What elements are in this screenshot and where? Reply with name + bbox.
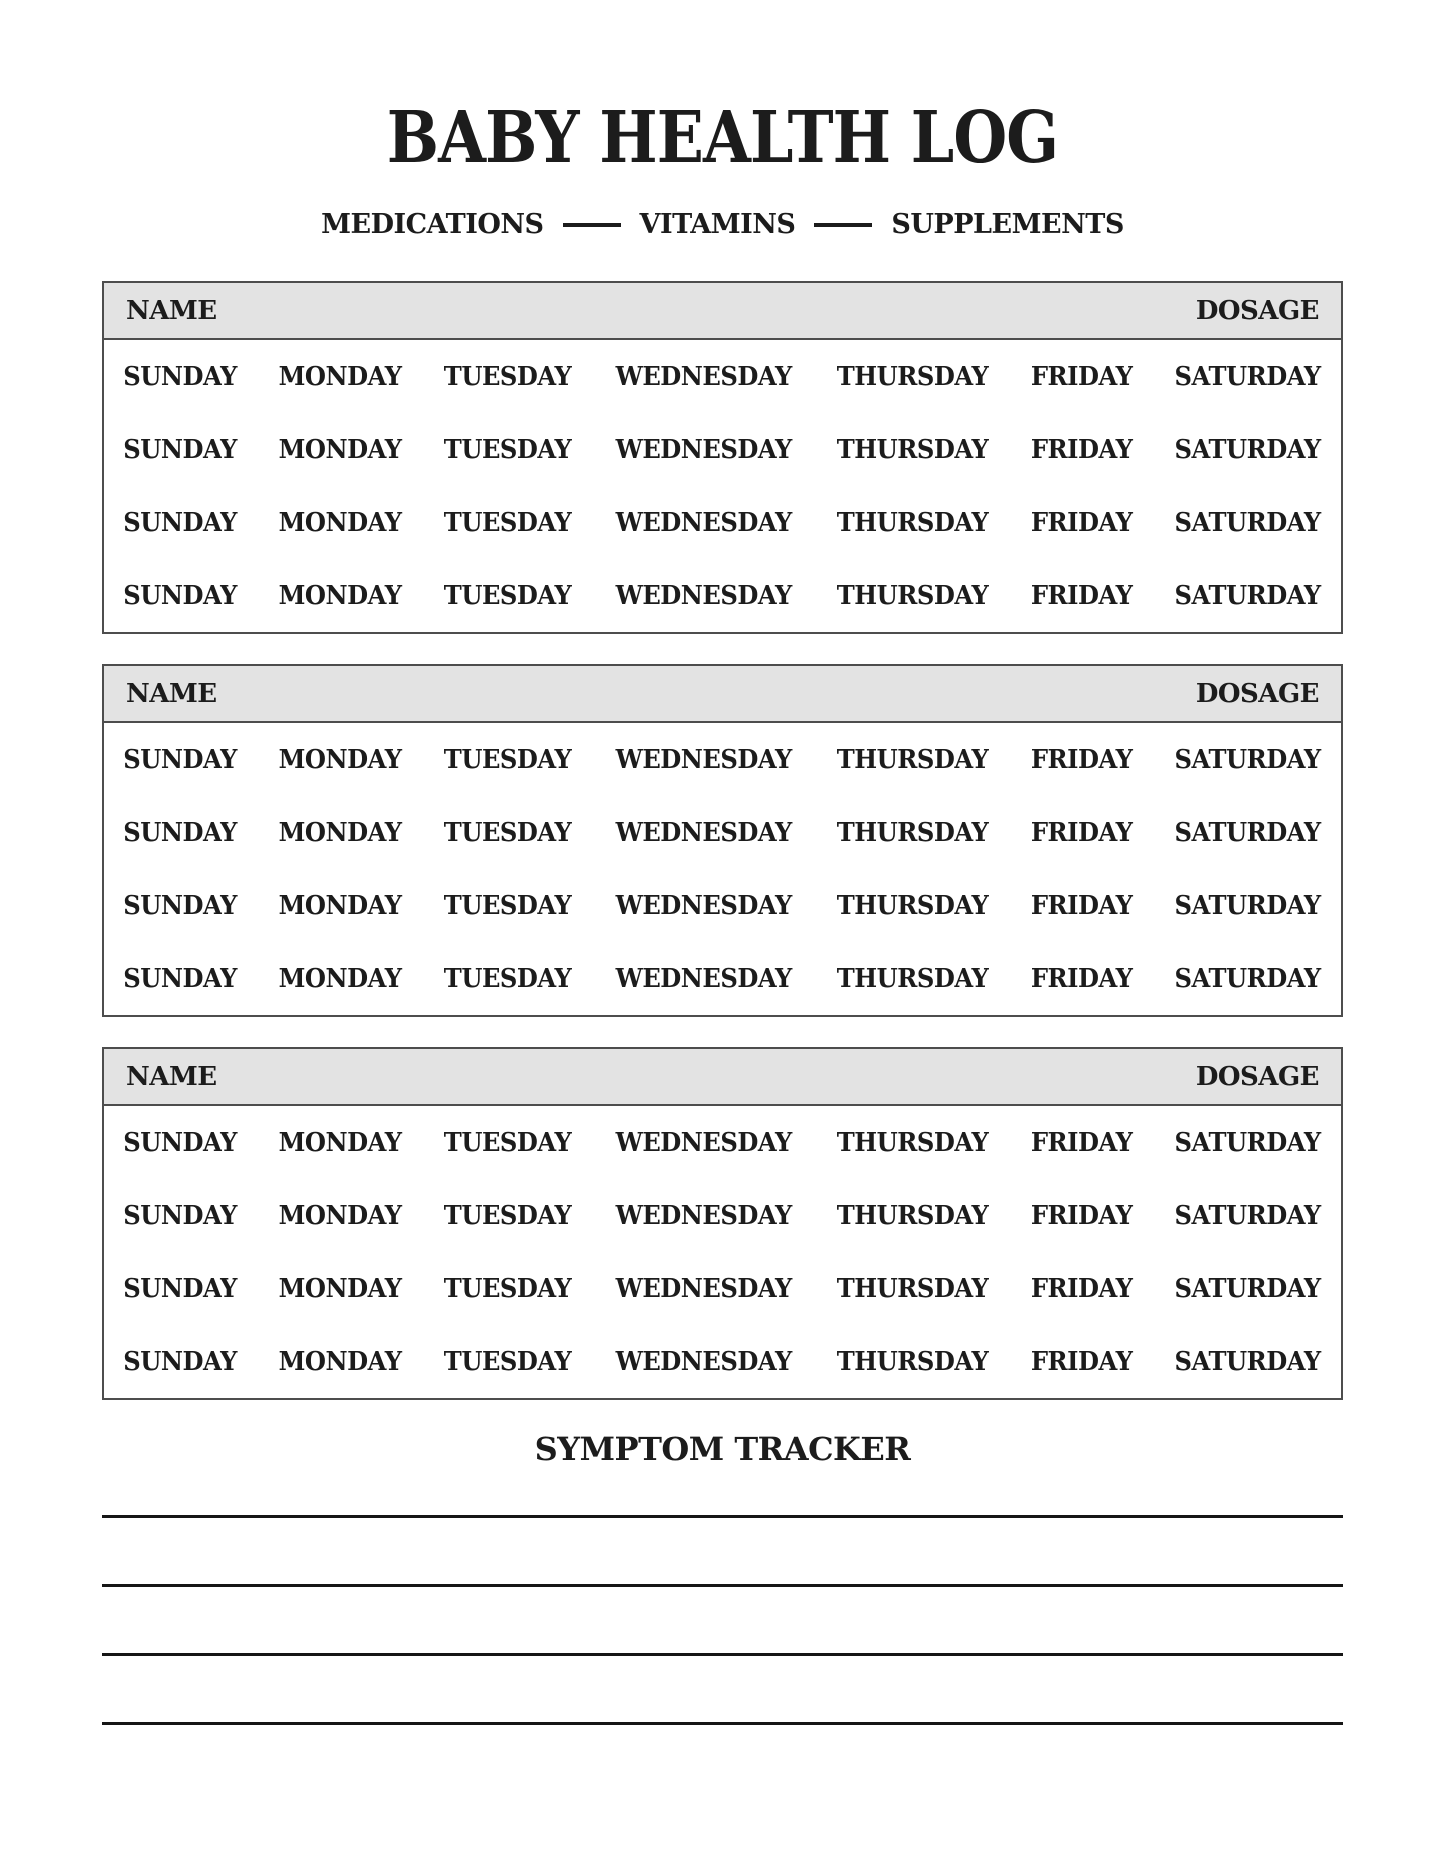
day-label: SATURDAY <box>1174 434 1321 465</box>
day-label: MONDAY <box>278 507 402 538</box>
day-label: TUESDAY <box>443 1273 572 1304</box>
day-label: SATURDAY <box>1174 1273 1321 1304</box>
day-label: THURSDAY <box>836 434 989 465</box>
dosage-label: DOSAGE <box>1195 1061 1319 1092</box>
table-1-header <box>104 283 1341 340</box>
dash-separator <box>563 223 621 227</box>
day-label: WEDNESDAY <box>615 580 792 611</box>
day-row <box>104 796 1341 869</box>
day-label: SATURDAY <box>1174 507 1321 538</box>
day-label: SUNDAY <box>123 963 237 994</box>
day-row <box>104 486 1341 559</box>
subtitle-item-supplements: SUPPLEMENTS <box>891 209 1124 240</box>
day-label: SATURDAY <box>1174 963 1321 994</box>
day-label: TUESDAY <box>443 890 572 921</box>
name-label: NAME <box>126 295 217 326</box>
day-label: TUESDAY <box>443 580 572 611</box>
day-label: WEDNESDAY <box>615 507 792 538</box>
day-label: SUNDAY <box>123 890 237 921</box>
day-label: SUNDAY <box>123 817 237 848</box>
day-label: SUNDAY <box>123 1200 237 1231</box>
day-label: SATURDAY <box>1174 1200 1321 1231</box>
day-label: FRIDAY <box>1030 817 1133 848</box>
name-label: NAME <box>126 678 217 709</box>
ruled-line <box>102 1584 1343 1587</box>
day-label: TUESDAY <box>443 1127 572 1158</box>
med-log-table-2 <box>102 664 1343 1017</box>
day-label: MONDAY <box>278 1127 402 1158</box>
day-label: TUESDAY <box>443 1346 572 1377</box>
ruled-line <box>102 1722 1343 1725</box>
day-label: SUNDAY <box>123 1273 237 1304</box>
day-label: FRIDAY <box>1030 361 1133 392</box>
ruled-line <box>102 1515 1343 1518</box>
day-label: SATURDAY <box>1174 817 1321 848</box>
day-label: THURSDAY <box>836 1127 989 1158</box>
subtitle-item-medications: MEDICATIONS <box>321 209 544 240</box>
day-label: SUNDAY <box>123 744 237 775</box>
day-label: TUESDAY <box>443 744 572 775</box>
day-label: SATURDAY <box>1174 361 1321 392</box>
day-label: WEDNESDAY <box>615 890 792 921</box>
day-label: WEDNESDAY <box>615 434 792 465</box>
day-label: WEDNESDAY <box>615 1127 792 1158</box>
day-label: SATURDAY <box>1174 1127 1321 1158</box>
day-row <box>104 1252 1341 1325</box>
day-label: SUNDAY <box>123 1127 237 1158</box>
day-label: WEDNESDAY <box>615 1273 792 1304</box>
day-label: SATURDAY <box>1174 890 1321 921</box>
name-label: NAME <box>126 1061 217 1092</box>
day-label: WEDNESDAY <box>615 1346 792 1377</box>
day-label: THURSDAY <box>836 1200 989 1231</box>
med-log-table-1 <box>102 281 1343 634</box>
day-row <box>104 340 1341 413</box>
table-3-header <box>104 1049 1341 1106</box>
day-row <box>104 559 1341 632</box>
dash-separator <box>814 223 872 227</box>
day-label: SUNDAY <box>123 434 237 465</box>
day-label: TUESDAY <box>443 963 572 994</box>
day-label: THURSDAY <box>836 963 989 994</box>
day-label: THURSDAY <box>836 1346 989 1377</box>
day-label: MONDAY <box>278 890 402 921</box>
day-label: THURSDAY <box>836 507 989 538</box>
day-label: MONDAY <box>278 963 402 994</box>
symptom-tracker-title: SYMPTOM TRACKER <box>534 1430 911 1469</box>
day-row <box>104 413 1341 486</box>
day-label: FRIDAY <box>1030 1346 1133 1377</box>
day-label: FRIDAY <box>1030 744 1133 775</box>
day-label: FRIDAY <box>1030 1273 1133 1304</box>
day-label: SATURDAY <box>1174 580 1321 611</box>
table-2-header <box>104 666 1341 723</box>
day-label: SATURDAY <box>1174 744 1321 775</box>
day-row <box>104 869 1341 942</box>
dosage-label: DOSAGE <box>1195 295 1319 326</box>
day-label: THURSDAY <box>836 744 989 775</box>
day-label: SUNDAY <box>123 507 237 538</box>
day-label: SUNDAY <box>123 580 237 611</box>
day-row <box>104 1325 1341 1398</box>
day-label: WEDNESDAY <box>615 744 792 775</box>
med-log-table-3 <box>102 1047 1343 1400</box>
day-row <box>104 942 1341 1015</box>
day-label: SUNDAY <box>123 361 237 392</box>
day-label: FRIDAY <box>1030 580 1133 611</box>
day-label: FRIDAY <box>1030 434 1133 465</box>
day-row <box>104 1179 1341 1252</box>
day-label: TUESDAY <box>443 817 572 848</box>
day-label: TUESDAY <box>443 1200 572 1231</box>
day-row <box>104 723 1341 796</box>
ruled-line <box>102 1653 1343 1656</box>
day-label: THURSDAY <box>836 361 989 392</box>
day-label: MONDAY <box>278 1273 402 1304</box>
day-label: WEDNESDAY <box>615 963 792 994</box>
day-label: MONDAY <box>278 744 402 775</box>
day-label: MONDAY <box>278 361 402 392</box>
day-label: TUESDAY <box>443 507 572 538</box>
day-label: FRIDAY <box>1030 1127 1133 1158</box>
day-label: THURSDAY <box>836 580 989 611</box>
day-label: MONDAY <box>278 1200 402 1231</box>
day-label: FRIDAY <box>1030 890 1133 921</box>
day-label: THURSDAY <box>836 890 989 921</box>
day-label: MONDAY <box>278 434 402 465</box>
day-label: THURSDAY <box>836 1273 989 1304</box>
day-label: MONDAY <box>278 580 402 611</box>
day-label: FRIDAY <box>1030 1200 1133 1231</box>
day-label: FRIDAY <box>1030 507 1133 538</box>
day-label: MONDAY <box>278 817 402 848</box>
day-label: WEDNESDAY <box>615 361 792 392</box>
day-label: WEDNESDAY <box>615 817 792 848</box>
day-label: WEDNESDAY <box>615 1200 792 1231</box>
day-label: SUNDAY <box>123 1346 237 1377</box>
subtitle-item-vitamins: VITAMINS <box>639 209 796 240</box>
day-label: THURSDAY <box>836 817 989 848</box>
day-label: MONDAY <box>278 1346 402 1377</box>
dosage-label: DOSAGE <box>1195 678 1319 709</box>
day-label: SATURDAY <box>1174 1346 1321 1377</box>
day-label: FRIDAY <box>1030 963 1133 994</box>
day-row <box>104 1106 1341 1179</box>
day-label: TUESDAY <box>443 434 572 465</box>
day-label: TUESDAY <box>443 361 572 392</box>
page-title: BABY HEALTH LOG <box>386 95 1059 179</box>
subtitle <box>102 209 1343 241</box>
